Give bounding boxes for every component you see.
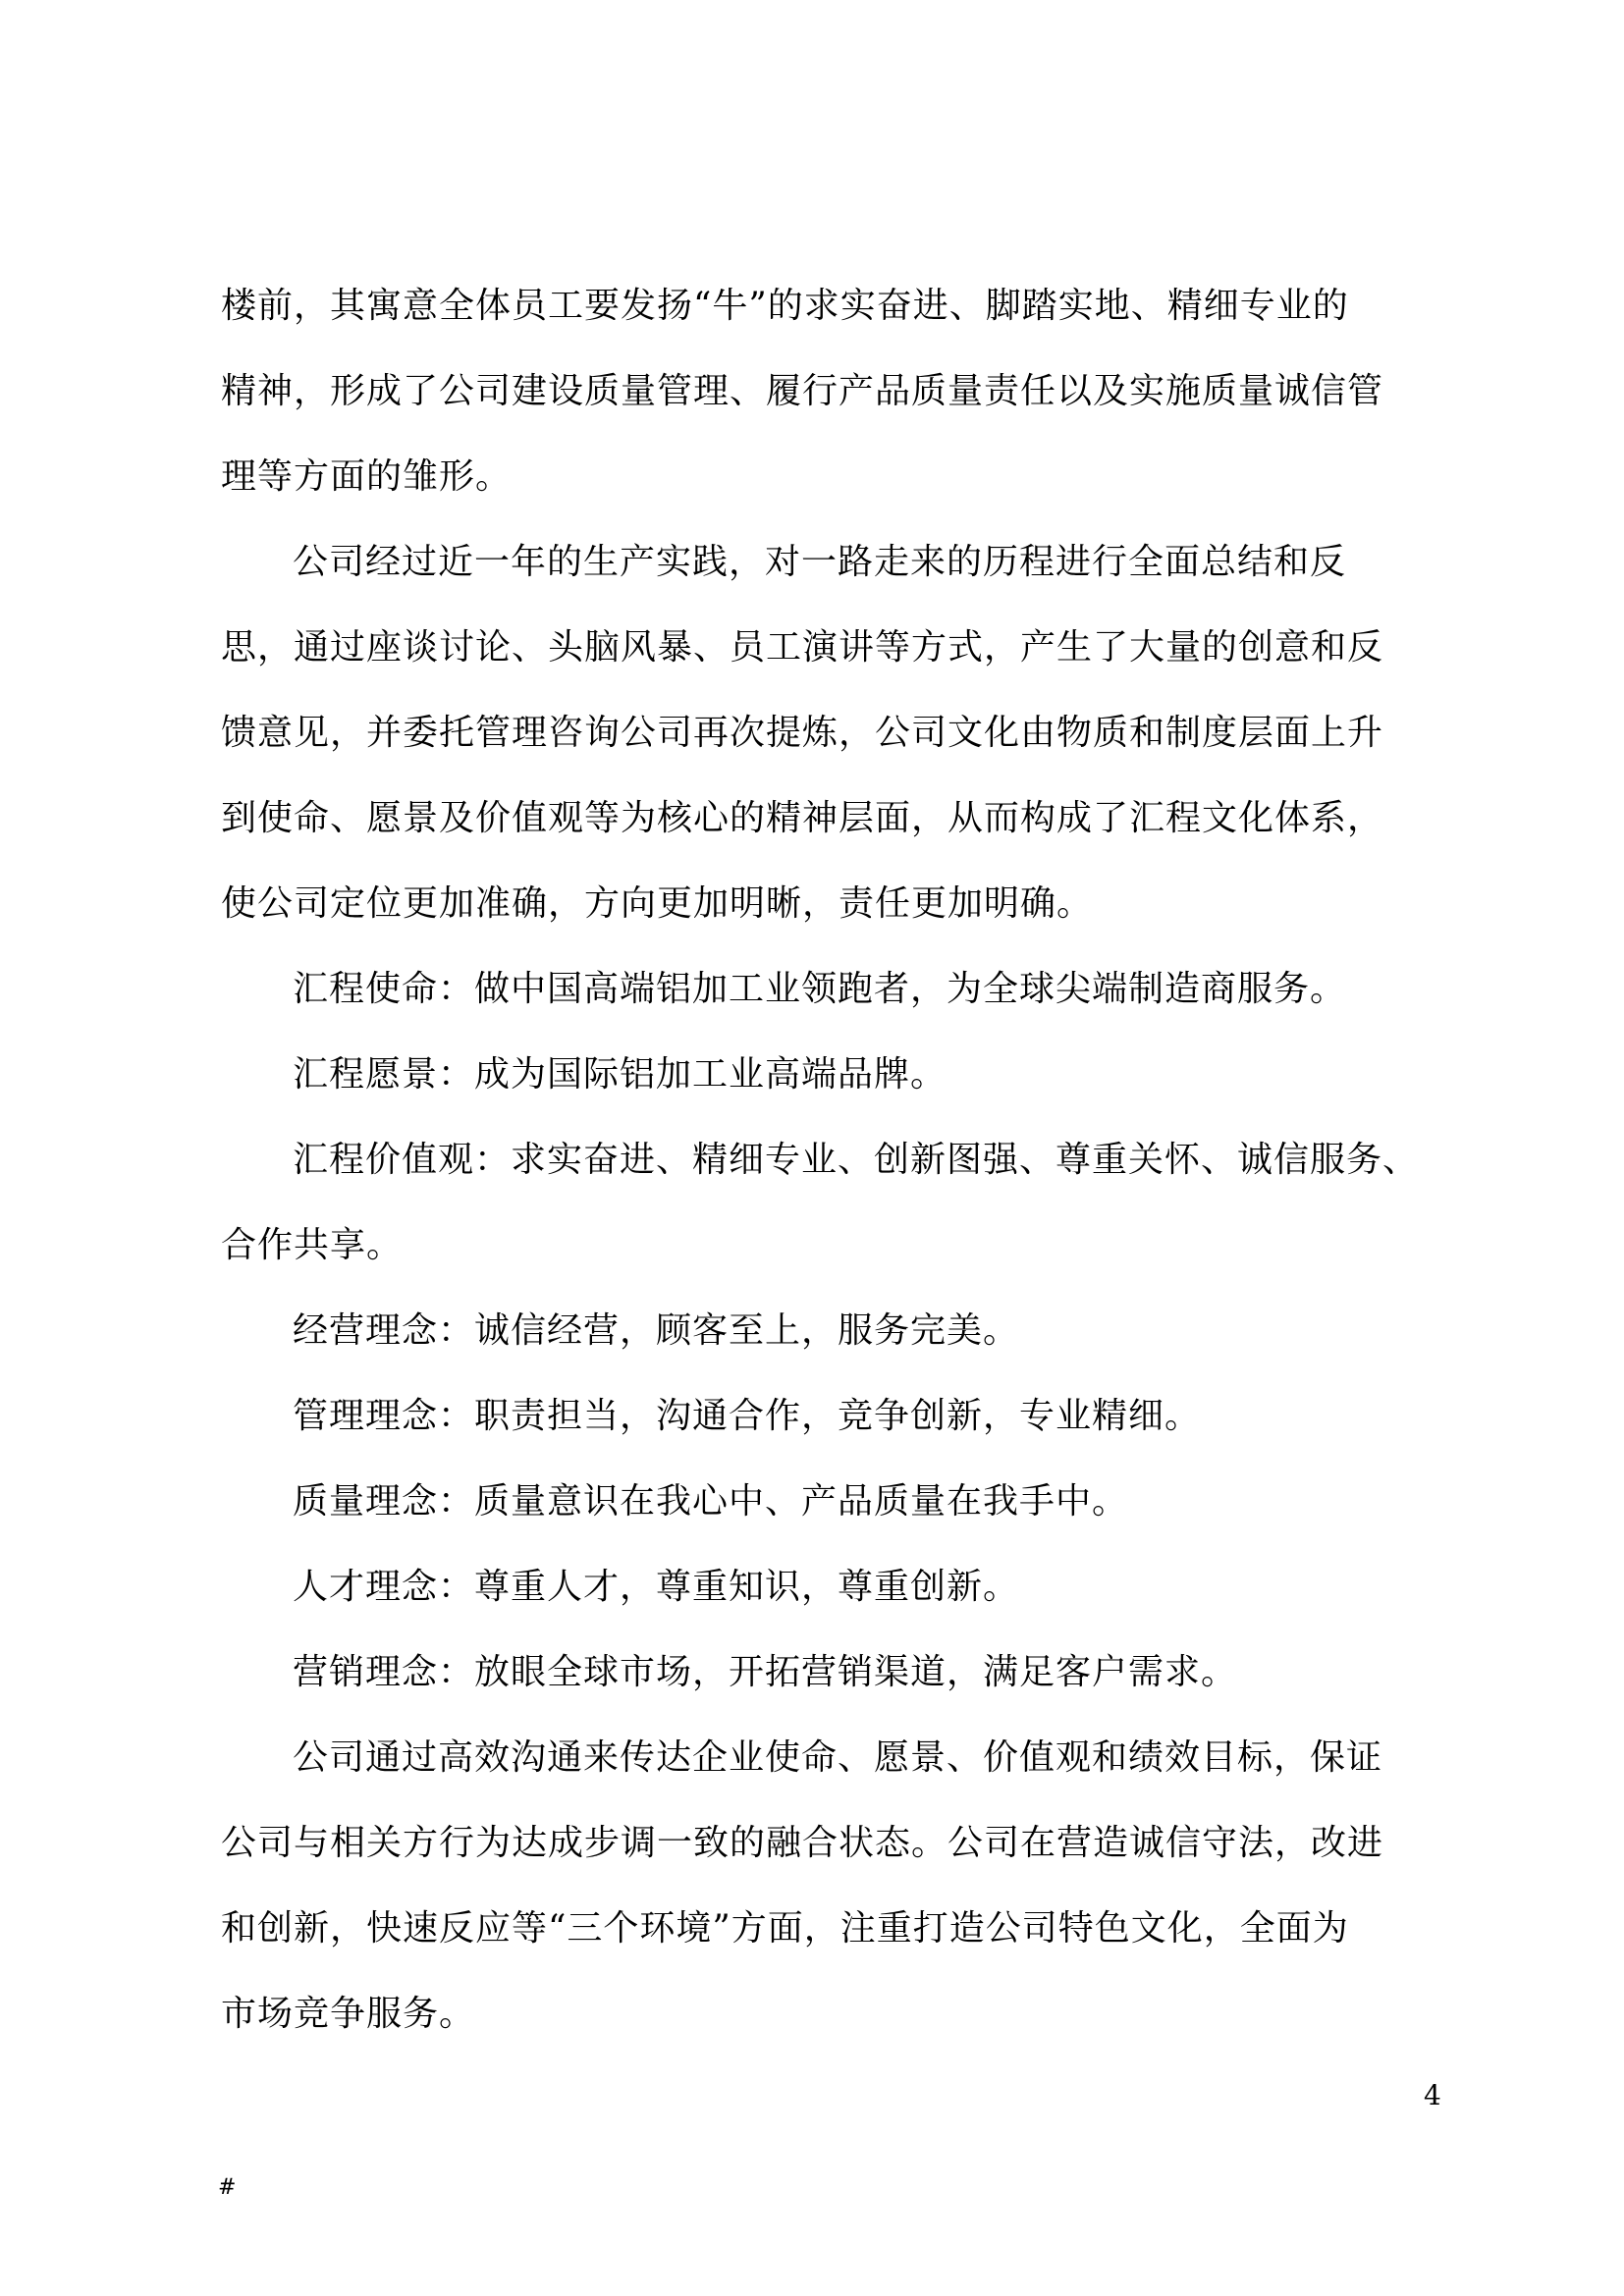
text-line: 合作共享。 bbox=[221, 1225, 404, 1265]
paragraph-first-line: 公司经过近一年的生产实践，对一路走来的历程进行全面总结和反 bbox=[293, 542, 1347, 582]
text-line: 公司与相关方行为达成步调一致的融合状态。公司在营造诚信守法，改进 bbox=[221, 1823, 1384, 1863]
text-line: 思，通过座谈讨论、头脑风暴、员工演讲等方式，产生了大量的创意和反 bbox=[221, 627, 1384, 667]
text-line: 使公司定位更加准确，方向更加明晰，责任更加明确。 bbox=[221, 883, 1094, 924]
page-number: 4 bbox=[1424, 2079, 1441, 2111]
management-concept-line: 管理理念：职责担当，沟通合作，竞争创新，专业精细。 bbox=[293, 1396, 1202, 1436]
quality-concept-line: 质量理念：质量意识在我心中、产品质量在我手中。 bbox=[293, 1481, 1129, 1522]
footer-mark: # bbox=[218, 2175, 237, 2200]
text-line: 和创新，快速反应等“三个环境”方面，注重打造公司特色文化，全面为 bbox=[221, 1908, 1349, 1949]
paragraph-first-line: 公司通过高效沟通来传达企业使命、愿景、价值观和绩效目标，保证 bbox=[293, 1737, 1383, 1778]
text-line: 楼前，其寓意全体员工要发扬“牛”的求实奋进、脚踏实地、精细专业的 bbox=[221, 286, 1349, 326]
text-line: 市场竞争服务。 bbox=[221, 1994, 476, 2034]
marketing-concept-line: 营销理念：放眼全球市场，开拓营销渠道，满足客户需求。 bbox=[293, 1652, 1238, 1692]
values-line: 汇程价值观：求实奋进、精细专业、创新图强、尊重关怀、诚信服务、 bbox=[293, 1140, 1420, 1180]
text-line: 理等方面的雏形。 bbox=[221, 456, 513, 497]
talent-concept-line: 人才理念：尊重人才，尊重知识，尊重创新。 bbox=[293, 1567, 1020, 1607]
vision-line: 汇程愿景：成为国际铝加工业高端品牌。 bbox=[293, 1054, 947, 1095]
mission-line: 汇程使命：做中国高端铝加工业领跑者，为全球尖端制造商服务。 bbox=[293, 969, 1347, 1009]
text-line: 精神，形成了公司建设质量管理、履行产品质量责任以及实施质量诚信管 bbox=[221, 371, 1384, 411]
text-line: 到使命、愿景及价值观等为核心的精神层面，从而构成了汇程文化体系， bbox=[221, 798, 1384, 838]
text-line: 馈意见，并委托管理咨询公司再次提炼，公司文化由物质和制度层面上升 bbox=[221, 713, 1384, 753]
business-concept-line: 经营理念：诚信经营，顾客至上，服务完美。 bbox=[293, 1310, 1020, 1351]
